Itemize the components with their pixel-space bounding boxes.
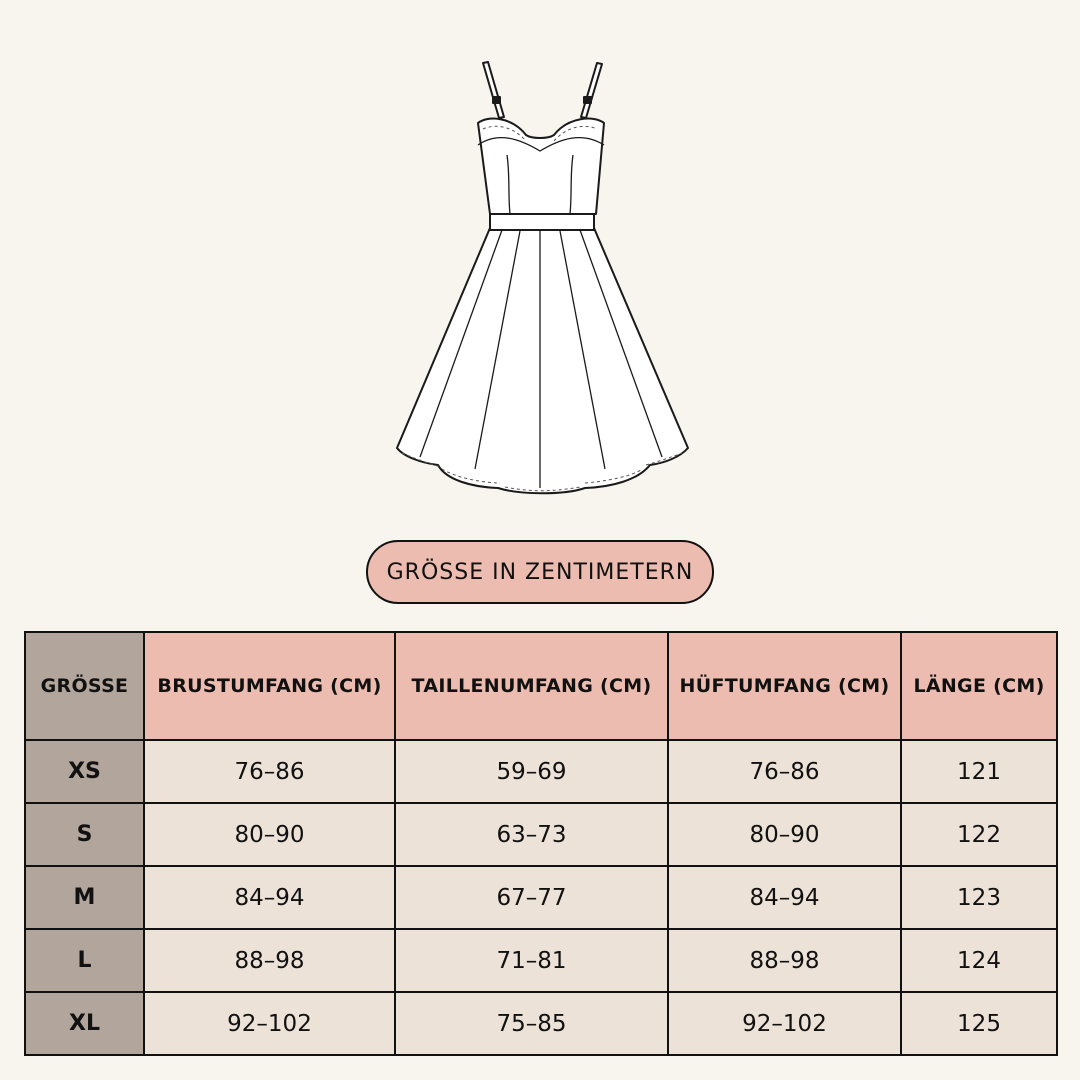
- size-label: XL: [25, 992, 144, 1055]
- waist-value: 59–69: [395, 740, 668, 803]
- table-row: [25, 803, 1057, 866]
- waist-value: 67–77: [395, 866, 668, 929]
- hip-value: 80–90: [668, 803, 901, 866]
- length-value: 124: [901, 929, 1057, 992]
- hip-value: 88–98: [668, 929, 901, 992]
- table-row: [25, 740, 1057, 803]
- table-row: [25, 866, 1057, 929]
- column-header-waist: TAILLENUMFANG (CM): [395, 632, 668, 740]
- table-header-row: [25, 632, 1057, 740]
- column-header-size: GRÖSSE: [25, 632, 144, 740]
- waist-value: 71–81: [395, 929, 668, 992]
- table-row: [25, 992, 1057, 1055]
- size-heading: GRÖSSE IN ZENTIMETERN: [366, 540, 714, 604]
- table-row: [25, 929, 1057, 992]
- waist-value: 63–73: [395, 803, 668, 866]
- waist-value: 75–85: [395, 992, 668, 1055]
- bust-value: 88–98: [144, 929, 395, 992]
- column-header-bust: BRUSTUMFANG (CM): [144, 632, 395, 740]
- bust-value: 76–86: [144, 740, 395, 803]
- length-value: 125: [901, 992, 1057, 1055]
- dress-icon: [380, 55, 700, 515]
- size-label: S: [25, 803, 144, 866]
- size-label: XS: [25, 740, 144, 803]
- length-value: 123: [901, 866, 1057, 929]
- size-table: [24, 631, 1058, 1056]
- size-label: L: [25, 929, 144, 992]
- hip-value: 92–102: [668, 992, 901, 1055]
- length-value: 122: [901, 803, 1057, 866]
- hip-value: 76–86: [668, 740, 901, 803]
- bust-value: 80–90: [144, 803, 395, 866]
- dress-illustration: [380, 55, 700, 515]
- bust-value: 84–94: [144, 866, 395, 929]
- column-header-length: LÄNGE (CM): [901, 632, 1057, 740]
- length-value: 121: [901, 740, 1057, 803]
- size-label: M: [25, 866, 144, 929]
- bust-value: 92–102: [144, 992, 395, 1055]
- column-header-hip: HÜFTUMFANG (CM): [668, 632, 901, 740]
- hip-value: 84–94: [668, 866, 901, 929]
